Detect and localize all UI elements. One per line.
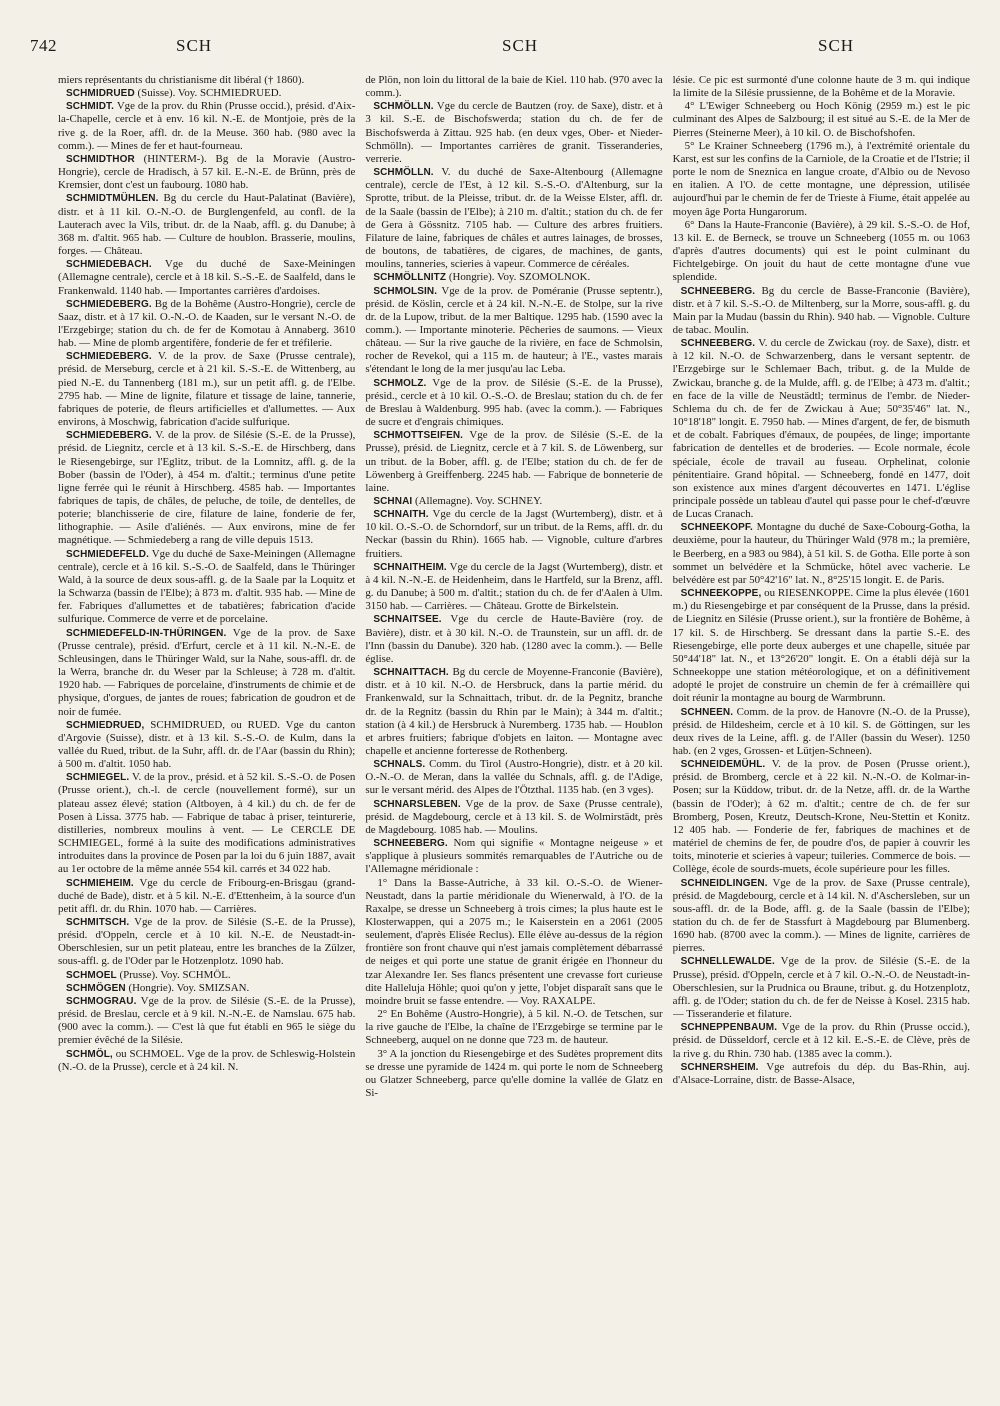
entry-text: Vge de la prov. du Rhin (Prusse occid.), présid. d'Aix-la-Chapelle, cercle et à env. 16 kil. N.-E. de Montjoie, près de la rive g. de la Roer, affl. dr. de la Meuse. 360 hab. (980 avec la comm.). — Mines de fer et haut-fourneau. — [58, 100, 356, 152]
entry-headword: SCHMOLSIN. — [373, 285, 438, 297]
entry-headword: SCHMÖL, — [66, 1048, 113, 1060]
dictionary-entry — [365, 271, 662, 284]
entry-headword: SCHMIEDEFELD. — [66, 548, 149, 560]
dictionary-entry — [365, 798, 662, 837]
dictionary-entry — [365, 877, 662, 1009]
dictionary-entry — [58, 995, 355, 1048]
entry-headword: SCHNAITHEIM. — [373, 561, 447, 573]
column-3 — [673, 74, 970, 1374]
column-2 — [365, 74, 662, 1374]
dictionary-entry — [365, 429, 662, 495]
entry-headword: SCHNEEBERG. — [680, 338, 756, 350]
dictionary-entry — [58, 877, 355, 916]
dictionary-entry — [673, 877, 970, 956]
dictionary-entry — [58, 548, 355, 627]
entry-text: miers représentants du christianisme dit libéral († 1860). — [58, 74, 305, 86]
entry-headword: SCHMITSCH. — [66, 917, 130, 928]
entry-headword: SCHMOEL — [66, 969, 117, 981]
entry-text: (Hongrie). Voy. SZOMOLNOK. — [448, 271, 591, 284]
dictionary-entry — [365, 100, 662, 166]
entry-text: Vge de la prov. de Saxe (Prusse centrale), présid. de Magdebourg, cercle et à 13 kil. S. de Wolmirstädt, près de Magdebourg. 1085 hab. — Moulins. — [365, 797, 663, 836]
entry-headword: SCHMIEGEL. — [66, 772, 130, 784]
entry-headword: SCHNARSLEBEN. — [373, 798, 461, 810]
entry-text: Vge de la prov. de Silésie (S.-E. de la Prusse), présid. de Liegnitz, cercle et à 7 kil. S. de Löwenberg, sur un tribut. de la Bober, affl. g. de l'Elbe; station du ch. de fer de Löwenberg à Greiffenberg. 2245 hab. — Fabrique de bonneterie de laine. — [365, 429, 663, 494]
dictionary-entry — [673, 285, 970, 338]
dictionary-entry — [365, 285, 662, 377]
dictionary-entry — [58, 719, 355, 772]
entry-text: 3° A la jonction du Riesengebirge et des Sudètes proprement dits se dresse une pyramide de 1424 m. qui porte le nom de Schneeberg ou Glatzer Schneeberg, parce qu'elle domine la vallée de Glatz en Si- — [365, 1047, 663, 1100]
entry-text: de Plön, non loin du littoral de la baie de Kiel. 110 hab. (970 avec la comm.). — [365, 74, 663, 100]
entry-headword: SCHNEEKOPPE, — [680, 588, 762, 600]
dictionary-entry — [365, 561, 662, 614]
entry-headword: SCHMÖLLN. — [373, 167, 434, 179]
dictionary-entry — [365, 74, 662, 100]
entry-headword: SCHNELLEWALDE. — [680, 956, 775, 968]
entry-text: lésie. Ce pic est surmonté d'une colonne haute de 3 m. qui indique la limite de la Silésie prussienne, de la Bohême et de la Moravie. — [672, 74, 970, 100]
dictionary-entry — [58, 982, 355, 995]
dictionary-entry — [365, 1048, 662, 1101]
entry-text: V. du duché de Saxe-Altenbourg (Allemagne centrale), cercle de l'Est, à 12 kil. S.-S.-O. d'Altenburg, sur la Sprotte, tribut. de la Pleisse, tribut. dr. de la Weisse Elster, affl. dr. de la Saale (bassin de l'Elbe); à 210 m. d'altit.; station du ch. de fer de Gera à Gössnitz. 7105 hab. — Culture des arbres fruitiers. Filature de laine, fabriques de châles et autres lainages, de brosses, de boutons, de tabatières, de cigares, de machines, de gants, moulins, tanneries, scieries à vapeur. Commerce de céréales. — [365, 166, 663, 271]
entry-text: (Suisse). Voy. SCHMIEDRUED. — [137, 87, 282, 100]
entry-text: Vge de la prov. de Poméranie (Prusse septentr.), présid. de Köslin, cercle et à 24 kil. N.-N.-E. de Stolpe, sur la rive dr. de la Lupow, tribut. de la mer Baltique. 1295 hab. (1590 avec la comm.). — Importante minoterie. Pêcheries de saumons. — Vieux château. — Sur la rive gauche de la rivière, en face de Schmolsin, rocher de Revekol, qui a 115 m. de hauteur; à l'E., vastes marais s'étendant le long de la mer jusqu'au lac Leba. — [365, 284, 663, 376]
entry-text: V. de la prov., présid. et à 52 kil. S.-S.-O. de Posen (Prusse orient.), ch.-l. de cercle (nouvellement formé), sur un plateau assez élevé; station (Altboyen, à 4 kil.) du ch. de fer de Posen à Lissa. 3775 hab. — Fabrique de tabac à priser, teinturerie, distilleries, nombreux moulins à vent. — Le CERCLE DE SCHMIEGEL, formé à la suite des modifications administratives introduites dans la province de Posen par la loi du 6 juin 1887, avait au 1er octobre de la même année 554 kil. carrés et 34 022 hab. — [58, 771, 356, 876]
entry-text: Bg de la Bohême (Austro-Hongrie), cercle de Saaz, distr. et à 17 kil. O.-N.-O. de Kaaden, sur le versant N.-O. de l'Erzgebirge; station du ch. de fer de Komotau à Annaberg. 3610 hab. — Mine de plomb argentifère, fonderie de fer et tréfilerie. — [58, 297, 356, 350]
dictionary-entry — [673, 587, 970, 705]
entry-text: 2° En Bohême (Austro-Hongrie), à 5 kil. N.-O. de Tetschen, sur la rive gauche de l'Elbe, la chaîne de l'Erzgebirge se termine par le Schneeberg, auquel on ne donne que 723 m. de hauteur. — [365, 1008, 663, 1047]
dictionary-entry — [673, 337, 970, 521]
entry-headword: SCHMÖLLN. — [373, 101, 434, 113]
entry-text: Vge de la prov. de Silésie (S.-E. de la Prusse), présid. de Breslau, cercle et à 9 kil. N.-N.-E. de Namslau. 675 hab. (900 avec la comm.). — C'est là que fut établi en 965 le siège du premier évêché de la Silésie. — [58, 994, 356, 1047]
running-head-center: SCH — [502, 36, 539, 55]
entry-headword: SCHNAITH. — [373, 509, 429, 521]
dictionary-entry — [58, 74, 355, 87]
dictionary-entry — [673, 74, 970, 100]
entry-headword: SCHMIDTHOR — [66, 153, 135, 165]
dictionary-entry — [365, 613, 662, 666]
entry-text: 1° Dans la Basse-Autriche, à 33 kil. O.-S.-O. de Wiener-Neustadt, dans la partie méridionale du Wienerwald, à l'O. de la Raxalpe, se dresse un Schneeberg à trois cimes; la plus haute est le Klosterwappen, qui a 2075 m.; le Kaiserstein en a 2061 (2005 seulement, d'après Elisée Reclus). Elle élève au-dessus de la région frontière son front chauve qui n'est jamais complètement débarrassé de neiges et qui porte une statue de granit érigée en l'honneur du tzar Alexandre Ier. Ses flancs présentent une crevasse fort curieuse dite Halleluja Höhle; quoi qu'on y jette, l'objet disparaît sans que le moindre bruit se fasse entendre. — Voy. RAXALPE. — [365, 876, 663, 1007]
dictionary-entry — [365, 495, 662, 508]
dictionary-entry — [58, 429, 355, 547]
dictionary-entry — [673, 521, 970, 587]
entry-headword: SCHNEEKOPF. — [680, 522, 753, 534]
entry-headword: SCHNALS. — [373, 759, 426, 771]
dictionary-columns — [58, 74, 970, 1374]
dictionary-entry — [673, 1021, 970, 1060]
entry-headword: SCHNEIDLINGEN. — [680, 877, 768, 889]
entry-text: Comm. de la prov. de Hanovre (N.-O. de la Prusse), présid. de Hildesheim, cercle et à 10 kil. S. de Göttingen, sur les deux rives de la Leine, affl. g. de l'Aller (bassin du Weser). 1250 hab. (en 2 vges, Grossen- et Lütjen-Schneen). — [672, 705, 970, 757]
entry-text: Vge de la prov. de Silésie (S.-E. de la Prusse), présid., cercle et à 10 kil. O.-S.-O. de Breslau; station du ch. de fer de Breslau à Waldenburg. 995 hab. (avec la comm.). — Fabriques de sucre et d'engrais chimiques. — [365, 376, 663, 429]
entry-headword: SCHMIEDEBACH. — [66, 259, 152, 271]
entry-text: V. de la prov. de Posen (Prusse orient.), présid. de Bromberg, cercle et à 22 kil. N.-N.-O. de Kolmar-in-Posen; sur la Küddow, tribut. dr. de la Netze, affl. dr. de la Warthe (bassin de l'Oder); à 62 m. d'altit.; centre de ch. de fer sur Bromberg, Posen, Kreutz, Deutsch-Krone, Neu-Stettin et Konitz. 12 405 hab. — Fonderie de fer, fabriques de machines et de matériel de chemins de fer, de poudre d'os, de papier à couvrir les toits, minoterie et scieries à vapeur; tuileries. Commerce de bois. — Collège, école de sourds-muets, école supérieure pour les filles. — [672, 758, 970, 876]
entry-text: Vge de la prov. de Silésie (S.-E. de la Prusse), présid. d'Oppeln, cercle et à 10 kil. N.-E. de Neustadt-in-Oberschlesien, sur un petit plateau, entre les branches de la Zülzer, sous-affl. g. de l'Oder par le Hotzenplotz. 1090 hab. — [58, 916, 356, 968]
entry-text: V. du cercle de Zwickau (roy. de Saxe), distr. et à 12 kil. N.-O. de Schwarzenberg, dans le versant septentr. de l'Erzgebirge sur le Schlemaer Bach, tribut. g. de la Mulde de Zwickau, branche g. de la Mulde, affl. g. de l'Elbe; à 473 m. d'altit.; en face de la ville de Neustädtl; terminus de l'embr. de Nieder-Schlema du ch. de fer de Zwickau à Aue; 50°35'46" lat. N., 10°18'18" longit. E. 7950 hab. — Mines d'argent, de fer, de bismuth et de cobalt. Fabriques d'émaux, de poupées, de linge; importante fabrication de dentelles et de broderies. — Ecole normale, école spéciale, école de travail au fuseau. Orphelinat, colonie pénitentiaire. Grand hôpital. — Schneeberg, fondé en 1477, doit son existence aux mines d'argent découvertes en 1471. L'église principale possède un tableau d'autel qui passe pour le chef-d'œuvre de Lucas Cranach. — [672, 337, 970, 521]
entry-headword: SCHMIDTMÜHLEN. — [66, 193, 159, 205]
entry-text: Comm. du Tirol (Austro-Hongrie), distr. et à 20 kil. O.-N.-O. de Meran, dans la vallée du Schnals, affl. g. de l'Adige, sur le versant mérid. des Alpes de l'Ötzthal. 1135 hab. (en 3 vges). — [365, 758, 663, 797]
entry-headword: SCHNEEBERG. — [373, 838, 448, 850]
entry-text: SCHMIDRUED, ou RUED. Vge du canton d'Argovie (Suisse), distr. et à 13 kil. S.-S.-O. de Kulm, dans la vallée du Rued, tribut. de la Suhr, affl. dr. de l'Aar (bassin du Rhin); à 500 m. d'altit. 1050 hab. — [58, 718, 356, 771]
dictionary-entry — [673, 1061, 970, 1087]
dictionary-entry — [365, 508, 662, 561]
entry-text: V. de la prov. de Saxe (Prusse centrale), présid. de Merseburg, cercle et à 21 kil. S.-S.-E. de Wittenberg, au pied N.-E. du Tannenberg (181 m.), sur un petit affl. g. de l'Elbe. 2795 hab. — Mine de lignite, filature et tissage de laine, tannerie, fabriques de poterie, de fleurs artificielles et d'allumettes. — Aux environs, à Moschwig, fabrication d'acide sulfurique. — [58, 350, 356, 429]
entry-text: Vge de la prov. de Silésie (S.-E. de la Prusse), présid. d'Oppeln, cercle et à 7 kil. O.-N.-O. de Neustadt-in-Oberschlesien, sur la Prudnica ou Braune, tribut. g. du Hotzenplotz, affl. g. de l'Oder; station du ch. de fer de Neisse à Kosel. 2315 hab. — Tisseranderie et filature. — [672, 955, 970, 1021]
dictionary-entry — [58, 771, 355, 876]
entry-text: Bg du cercle de Moyenne-Franconie (Bavière), distr. et à 10 kil. N.-O. de Hersbruck, dans la partie mérid. du Frankenwald, sur la Schnaittach, tribut. dr. de la Pegnitz, branche dr. de la Regnitz (bassin du Rhin par le Main); à 344 m. d'altit.; station (à 4 kil.) de Hersbruck à Nuremberg. 1735 hab. — Houblon et arbres fruitiers; fabrique d'objets en laiton. — Montagne avec chapelle et ancienne forteresse de Rothenberg. — [365, 666, 663, 757]
dictionary-entry — [58, 258, 355, 297]
entry-headword: SCHNAITSEE. — [373, 614, 442, 626]
entry-headword: SCHMIEDEBERG. — [66, 430, 152, 442]
entry-headword: SCHNEEN. — [680, 706, 734, 718]
entry-text: Vge du duché de Saxe-Meiningen (Allemagne centrale), cercle et à 16 kil. S.-S.-O. de Saalfeld, dans le Thüringer Wald, à la source de deux sous-affl. g. de la Saale par la Loquitz et la Schwarza (bassin de l'Elbe); à 873 m. d'altit. 935 hab. — Mine de fer. Fabriques d'allumettes et de tabatières; fabrication d'acide sulfurique. Commerce de verre et de porcelaine. — [58, 547, 356, 626]
entry-headword: SCHMOGRAU. — [66, 995, 137, 1007]
entry-text: Vge du cercle de Bautzen (roy. de Saxe), distr. et à 3 kil. S.-E. de Bischofswerda; station du ch. de fer de Bischofswerda à Zittau. 925 hab. (en deux vges, Ober- et Nieder-Schmölln). — Importantes carrières de granit. Tisseranderies, verrerie. — [365, 100, 663, 165]
entry-text: Vge de la prov. de Saxe (Prusse centrale), présid. de Magdebourg, cercle et à 14 kil. N. d'Aschersleben, sur un sous-affl. dr. de la Bode, affl. g. de la Saale (bassin de l'Elbe); station du ch. de fer de Stassfurt à Magdebourg par Blumenberg. 1690 hab. (8700 avec la comm.). — Mines de lignite, carrières de pierres. — [672, 876, 970, 955]
entry-text: Montagne du duché de Saxe-Cobourg-Gotha, la deuxième, pour la hauteur, du Thüringer Wald (978 m.; la première, le Beerberg, en a 983 ou 984), à 51 kil. S. de Gotha. Elle porte à son sommet un belvédère et la Schmücke, hôtel avec vacherie. Le belvédère est par 50°42'16" lat. N., 8°25'15 longit. E. de Paris. — [672, 521, 970, 586]
entry-text: 6° Dans la Haute-Franconie (Bavière), à 29 kil. S.-S.-O. de Hof, 13 kil. E. de Berneck, se trouve un Schneeberg (1055 m. ou 1063 d'après d'autres documents) qui est le point culminant du Fichtelgebirge. On jouit du haut de cette montagne d'une vue splendide. — [672, 218, 970, 284]
entry-headword: SCHMIEDEFELD-IN-THÜRINGEN. — [66, 627, 227, 639]
entry-text: ou SCHMOEL. Vge de la prov. de Schleswig-Holstein (N.-O. de la Prusse), cercle et à 24 kil. N. — [58, 1047, 356, 1073]
dictionary-entry — [673, 758, 970, 876]
entry-text: Nom qui signifie « Montagne neigeuse » et s'applique à plusieurs sommités remarquables de l'Autriche ou de l'Allemagne méridionale : — [365, 837, 663, 876]
dictionary-entry — [58, 1048, 355, 1074]
entry-headword: SCHMIEDEBERG. — [66, 351, 152, 363]
dictionary-entry — [673, 706, 970, 759]
dictionary-entry — [58, 192, 355, 258]
entry-text: 4° L'Ewiger Schneeberg ou Hoch König (2959 m.) est le pic culminant des Alpes de Salzbourg; il est situé au S.-E. de la Mer de Pierres (Steinerne Meer), à 10 kil. O. de Bischofshofen. — [672, 100, 970, 139]
page-header — [30, 36, 960, 66]
dictionary-entry — [58, 100, 355, 153]
entry-text: (Allemagne). Voy. SCHNEY. — [415, 495, 543, 507]
dictionary-entry — [58, 298, 355, 351]
entry-headword: SCHMOTTSEIFEN. — [373, 430, 464, 442]
entry-headword: SCHNAI — [373, 496, 413, 507]
entry-headword: SCHMIDRUED — [66, 88, 135, 100]
entry-text: Vge du cercle de Haute-Bavière (roy. de Bavière), distr. et à 30 kil. N.-O. de Traunstein, sur un affl. dr. de l'Inn (bassin du Danube). 320 hab. (1280 avec la comm.). — Belle église. — [365, 613, 663, 665]
entry-text: Vge du cercle de Fribourg-en-Brisgau (grand-duché de Bade), distr. et à 5 kil. N.-E. d'Ettenheim, à la source d'un petit affl. dr. du Rhin. 1070 hab. — Carrières. — [58, 876, 356, 915]
dictionary-entry — [673, 219, 970, 285]
entry-text: ou RIESENKOPPE. Cime la plus élevée (1601 m.) du Riesengebirge et par conséquent de la Prusse, dans la présid. de Liegnitz en Silésie (Prusse orient.), sur la frontière de Bohême, à 17 kil. S. de Hirschberg. Se dressant dans la partie S.-E. des Riesengebirge, elle porte deux auberges et une chapelle, située par 50°44'18" lat. N., et 13°26'20" longit. E. On a établi déjà sur la Schneekoppe une station météorologique, et on a définitivement adopté le projet de construire un chemin de fer à crémaillère qui doit réunir la montagne au bourg de Warmbrunn. — [672, 587, 970, 705]
entry-text: Vge autrefois du dép. du Bas-Rhin, auj. d'Alsace-Lorraine, distr. de Basse-Alsace, — [672, 1060, 970, 1086]
dictionary-entry — [365, 666, 662, 758]
entry-headword: SCHMOLZ. — [373, 377, 427, 389]
entry-text: Bg du cercle du Haut-Palatinat (Bavière), distr. et à 11 kil. O.-N.-O. de Burglengenfeld, au confl. de la Lauterach avec la Vils, tribut. dr. de la Naab, affl. g. du Danube; à 368 m. d'altit. 965 hab. — Culture de houblon. Brasserie, moulins, forges. — Château. — [58, 192, 356, 258]
dictionary-entry — [365, 758, 662, 797]
dictionary-entry — [365, 166, 662, 271]
entry-text: (Hongrie). Voy. SMIZSAN. — [128, 981, 250, 994]
entry-text: (HINTERM-). Bg de la Moravie (Austro-Hongrie), cercle de Hradisch, à 57 kil. E.-N.-E. de Brünn, près de Kremsier, dont c'est un faubourg. 1080 hab. — [58, 152, 356, 192]
entry-headword: SCHMIEDRUED, — [66, 719, 145, 731]
entry-headword: SCHMÖGEN — [66, 982, 126, 994]
entry-headword: SCHMÖLLNITZ — [373, 272, 447, 284]
entry-text: Vge du duché de Saxe-Meiningen (Allemagne centrale), cercle et à 18 kil. S.-S.-E. de Saalfeld, dans le Frankenwald. 1140 hab. — Importantes carrières d'ardoises. — [58, 258, 356, 297]
entry-headword: SCHNERSHEIM. — [680, 1061, 759, 1073]
running-head-left: SCH — [176, 36, 213, 55]
entry-text: Bg du cercle de Basse-Franconie (Bavière), distr. et à 7 kil. S.-S.-O. de Miltenberg, sur la Morre, sous-affl. g. du Main par la Mudau (bassin du Rhin). 940 hab. — Vignoble. Culture de tabac. Moulin. — [672, 284, 970, 336]
dictionary-entry — [58, 627, 355, 719]
dictionary-entry — [673, 100, 970, 139]
entry-text: 5° Le Krainer Schneeberg (1796 m.), à l'extrémité orientale du Karst, est sur les confins de la Carniole, de la Croatie et de l'Istrie; il porte le nom de Snezniсa en langue croate, d'Albio ou de Nevoso en italien. A l'O. de cette montagne, une dépression, utilisée aujourd'hui par le chemin de fer de Trieste à Fiume, était appelée au moyen âge Porta Hungarorum. — [672, 139, 970, 218]
entry-text: Vge de la prov. de Saxe (Prusse centrale), présid. d'Erfurt, cercle et à 11 kil. N.-N.-E. de Schleusingen, dans le Thüringer Wald, sur la Nahe, sous-affl. dr. de la Werra, branche dr. du Weser par la Schleuse; à 728 m. d'altit. 1920 hab. — Fabriques de porcelaine, d'instruments de chimie et de physique, d'orgues, de jantes de roues; fabrication de goudron et de noir de fumée. — [58, 626, 356, 718]
column-1 — [58, 74, 355, 1374]
dictionary-entry — [365, 837, 662, 876]
running-head-right: SCH — [818, 36, 855, 55]
entry-text: Vge de la prov. du Rhin (Prusse occid.), présid. de Düsseldorf, cercle et à 12 kil. E.-S.-E. de Clève, près de la rive g. du Rhin. 730 hab. (1385 avec la comm.). — [672, 1021, 970, 1060]
entry-headword: SCHNEIDEMÜHL. — [680, 759, 766, 771]
dictionary-entry — [58, 350, 355, 429]
entry-headword: SCHMIEDEBERG. — [66, 298, 152, 310]
dictionary-entry — [58, 916, 355, 969]
dictionary-entry — [58, 153, 355, 192]
entry-headword: SCHNAITTACH. — [373, 667, 449, 679]
entry-headword: SCHNEPPENBAUM. — [680, 1022, 778, 1034]
entry-text: Vge du cercle de la Jagst (Wurtemberg), distr. et à 10 kil. O.-S.-O. de Schorndorf, sur un tribut. de la Rems, affl. dr. du Neckar (bassin du Rhin). 1665 hab. — Vignoble, culture d'arbres fruitiers. — [365, 508, 663, 560]
dictionary-entry — [365, 377, 662, 430]
dictionary-entry — [365, 1008, 662, 1047]
entry-text: Vge du cercle de la Jagst (Wurtemberg), distr. et à 4 kil. N.-N.-E. de Heidenheim, dans le Hartfeld, sur la Brenz, affl. g. du Danube; à 500 m. d'altit.; station du ch. de fer d'Aalen à Ulm. 3150 hab. — Carrières. — Château. Grotte de Birkelstein. — [365, 560, 663, 613]
entry-headword: SCHNEEBERG. — [680, 285, 756, 297]
dictionary-entry — [58, 969, 355, 982]
entry-text: (Prusse). Voy. SCHMÖL. — [119, 968, 231, 981]
entry-headword: SCHMIDT. — [66, 101, 115, 113]
page-number: 742 — [30, 36, 57, 55]
dictionary-entry — [673, 955, 970, 1021]
dictionary-entry — [58, 87, 355, 100]
dictionary-entry — [673, 140, 970, 219]
entry-text: V. de la prov. de Silésie (S.-E. de la Prusse), présid. de Liegnitz, cercle et à 13 kil. S.-S.-E. de Hirschberg, dans le Riesengebirge, sur l'Eglitz, tribut. de la Lomnitz, affl. g. de la Bober (bassin de l'Oder), à 454 m. d'altit.; terminus d'une petite ligne ferrée qui le réunit à Hirschberg. 4585 hab. — Importantes fabriques de tapis, de châles, de peluche, de toile, de dentelles, de poterie; blanchisserie de cire, filature de laine, fonderie de fer, lithographie. — Asile d'aliénés. — Aux environs, mine de fer magnétique. — Schmiedeberg a rang de ville depuis 1513. — [58, 429, 356, 547]
entry-headword: SCHMIEHEIM. — [66, 877, 134, 889]
